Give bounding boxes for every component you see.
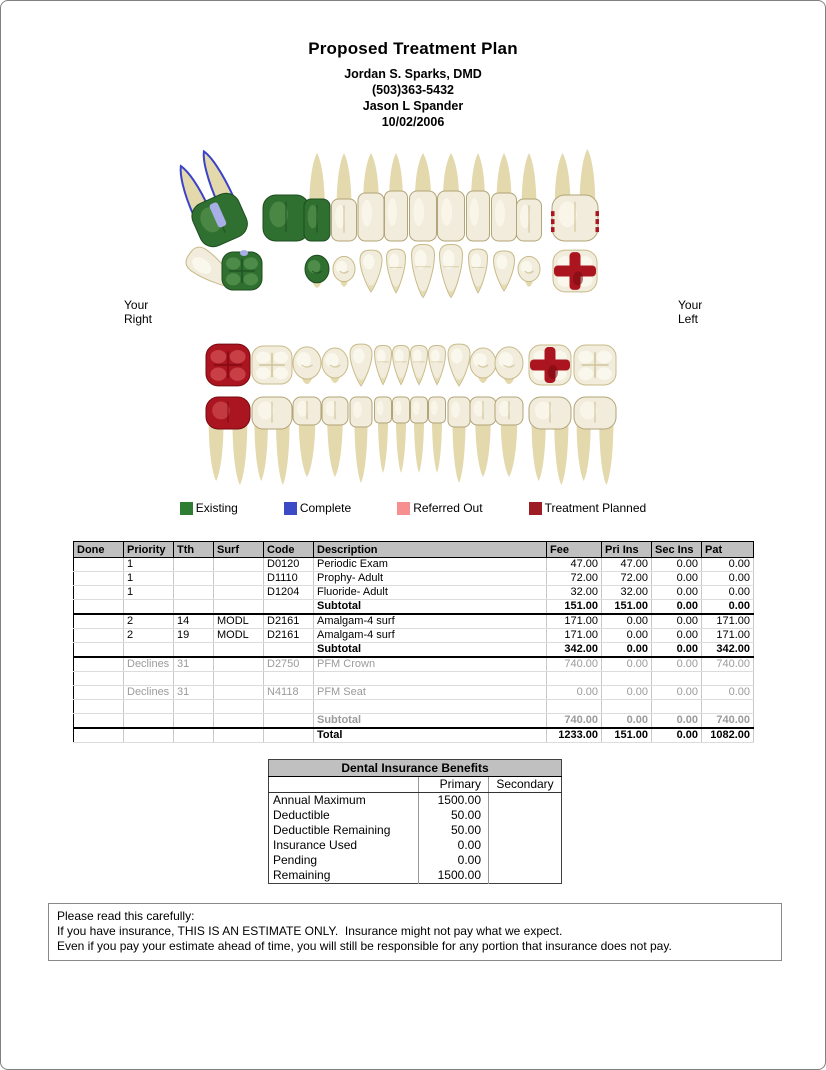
insurance-header-secondary: Secondary xyxy=(489,777,562,793)
tooth-natural xyxy=(411,397,428,473)
table-cell: Declines xyxy=(124,686,174,700)
table-cell: 47.00 xyxy=(547,558,602,572)
insurance-row xyxy=(269,868,562,884)
table-cell: 342.00 xyxy=(547,643,602,658)
tooth-occlusal-natural xyxy=(411,345,428,384)
tooth-natural xyxy=(517,153,542,241)
tooth-occlusal-red-cross xyxy=(553,250,597,292)
insurance-row xyxy=(269,823,562,838)
tooth-natural xyxy=(375,397,392,473)
table-cell: 0.00 xyxy=(652,728,702,743)
table-cell: D2161 xyxy=(264,629,314,643)
page-title: Proposed Treatment Plan xyxy=(308,39,518,58)
table-cell: MODL xyxy=(214,614,264,629)
treatment-row xyxy=(74,558,754,572)
table-cell xyxy=(174,643,214,658)
column-header: Sec Ins xyxy=(652,542,702,558)
table-cell xyxy=(214,558,264,572)
table-cell xyxy=(314,700,547,714)
table-cell: 0.00 xyxy=(702,686,754,700)
table-cell: 0.00 xyxy=(702,586,754,600)
legend-swatch-treatment-planned xyxy=(529,502,542,515)
side-label-left: Your Left xyxy=(678,298,703,326)
insurance-primary-value: 50.00 xyxy=(419,823,489,838)
table-cell: 740.00 xyxy=(702,714,754,729)
table-cell xyxy=(74,714,124,729)
table-cell: 0.00 xyxy=(702,600,754,615)
table-cell: 0.00 xyxy=(602,629,652,643)
table-cell xyxy=(174,572,214,586)
table-cell: Periodic Exam xyxy=(314,558,547,572)
tooth-occlusal-green xyxy=(222,250,262,290)
column-header: Fee xyxy=(547,542,602,558)
insurance-secondary-value xyxy=(489,808,562,823)
table-cell xyxy=(74,558,124,572)
treatment-row xyxy=(74,643,754,658)
table-cell xyxy=(214,643,264,658)
table-cell: 32.00 xyxy=(547,586,602,600)
table-cell xyxy=(702,700,754,714)
table-cell xyxy=(174,558,214,572)
tooth-natural xyxy=(467,153,490,241)
table-cell xyxy=(74,572,124,586)
tooth-occlusal-natural xyxy=(322,348,348,383)
table-cell: D1204 xyxy=(264,586,314,600)
table-cell xyxy=(214,714,264,729)
legend-label: Referred Out xyxy=(413,501,483,515)
table-cell xyxy=(602,672,652,686)
table-cell: PFM Crown xyxy=(314,657,547,672)
tooth-natural xyxy=(448,397,470,483)
table-cell: 0.00 xyxy=(652,614,702,629)
treatment-table xyxy=(73,541,754,743)
tooth-occlusal-natural xyxy=(469,249,488,293)
legend-label: Existing xyxy=(195,501,238,515)
table-cell: 2 xyxy=(124,614,174,629)
tooth-natural xyxy=(574,397,616,485)
legend-item-existing xyxy=(180,501,238,515)
table-cell: 0.00 xyxy=(652,657,702,672)
tooth-natural xyxy=(492,153,517,241)
legend-swatch-complete xyxy=(284,502,297,515)
table-cell xyxy=(124,700,174,714)
table-cell: 0.00 xyxy=(652,629,702,643)
table-cell: Amalgam-4 surf xyxy=(314,629,547,643)
table-cell xyxy=(214,672,264,686)
tooth-rct-green-crown xyxy=(169,147,252,251)
legend-item-referred-out xyxy=(397,501,482,515)
table-cell: 0.00 xyxy=(702,572,754,586)
table-cell: 0.00 xyxy=(602,614,652,629)
table-cell: 1 xyxy=(124,572,174,586)
tooth-red-crown xyxy=(206,397,250,485)
tooth-natural xyxy=(293,397,321,477)
table-cell xyxy=(124,672,174,686)
table-cell: D2750 xyxy=(264,657,314,672)
insurance-secondary-value xyxy=(489,868,562,884)
table-cell: Total xyxy=(314,728,547,743)
table-cell xyxy=(652,672,702,686)
table-cell xyxy=(214,657,264,672)
tooth-occlusal-natural xyxy=(333,256,355,286)
table-cell xyxy=(264,714,314,729)
table-cell xyxy=(264,672,314,686)
column-header: Description xyxy=(314,542,547,558)
report-date: 10/02/2006 xyxy=(381,115,445,129)
table-cell: 0.00 xyxy=(652,686,702,700)
table-cell xyxy=(264,700,314,714)
tooth-occlusal-natural xyxy=(518,256,540,286)
table-cell xyxy=(74,643,124,658)
tooth-occlusal-natural xyxy=(412,245,435,298)
table-cell xyxy=(174,700,214,714)
table-cell: 2 xyxy=(124,629,174,643)
report-header xyxy=(1,39,825,130)
insurance-header-blank xyxy=(269,777,419,793)
tooth-natural xyxy=(350,397,372,483)
table-cell: 0.00 xyxy=(652,572,702,586)
table-cell: 740.00 xyxy=(702,657,754,672)
table-cell xyxy=(547,700,602,714)
table-cell: Prophy- Adult xyxy=(314,572,547,586)
table-cell: 32.00 xyxy=(602,586,652,600)
table-cell xyxy=(264,728,314,743)
table-cell xyxy=(124,728,174,743)
column-header: Surf xyxy=(214,542,264,558)
table-cell: 31 xyxy=(174,657,214,672)
table-cell xyxy=(174,586,214,600)
table-cell: PFM Seat xyxy=(314,686,547,700)
insurance-primary-value: 1500.00 xyxy=(419,868,489,884)
column-header: Pri Ins xyxy=(602,542,652,558)
insurance-row xyxy=(269,793,562,809)
insurance-row xyxy=(269,853,562,868)
provider-phone: (503)363-5432 xyxy=(371,83,454,97)
table-cell: 72.00 xyxy=(547,572,602,586)
tooth-green-crown xyxy=(304,153,330,241)
table-cell xyxy=(124,643,174,658)
disclaimer-box xyxy=(48,903,782,961)
treatment-row xyxy=(74,614,754,629)
column-header: Code xyxy=(264,542,314,558)
table-cell xyxy=(602,700,652,714)
table-cell xyxy=(124,714,174,729)
column-header: Priority xyxy=(124,542,174,558)
table-cell: 151.00 xyxy=(602,600,652,615)
table-cell xyxy=(174,714,214,729)
table-cell xyxy=(74,657,124,672)
table-cell: 740.00 xyxy=(547,657,602,672)
tooth-natural xyxy=(358,153,384,241)
table-cell: 1082.00 xyxy=(702,728,754,743)
side-label-right: Your Right xyxy=(124,298,153,326)
table-cell xyxy=(174,600,214,615)
table-cell: 171.00 xyxy=(702,629,754,643)
treatment-row xyxy=(74,586,754,600)
table-cell: Amalgam-4 surf xyxy=(314,614,547,629)
table-cell xyxy=(652,700,702,714)
insurance-primary-value: 1500.00 xyxy=(419,793,489,809)
legend-label: Complete xyxy=(299,501,352,515)
treatment-row xyxy=(74,600,754,615)
table-cell: 0.00 xyxy=(652,586,702,600)
table-cell: 151.00 xyxy=(602,728,652,743)
treatment-row xyxy=(74,672,754,686)
table-cell: 1233.00 xyxy=(547,728,602,743)
table-cell xyxy=(74,629,124,643)
table-cell: 171.00 xyxy=(547,614,602,629)
table-cell xyxy=(702,672,754,686)
tooth-occlusal-natural xyxy=(495,347,523,384)
table-cell: 0.00 xyxy=(602,686,652,700)
table-cell: 0.00 xyxy=(602,714,652,729)
table-cell xyxy=(214,586,264,600)
chart-legend xyxy=(1,501,825,515)
table-cell xyxy=(74,614,124,629)
table-cell xyxy=(214,728,264,743)
table-cell: 0.00 xyxy=(652,643,702,658)
table-cell: 342.00 xyxy=(702,643,754,658)
legend-item-treatment-planned xyxy=(529,501,647,515)
table-cell: D0120 xyxy=(264,558,314,572)
table-cell: MODL xyxy=(214,629,264,643)
table-cell: 47.00 xyxy=(602,558,652,572)
table-cell: Subtotal xyxy=(314,600,547,615)
tooth-natural xyxy=(438,153,465,241)
insurance-secondary-value xyxy=(489,823,562,838)
table-cell xyxy=(174,672,214,686)
tooth-natural xyxy=(252,397,292,485)
table-cell: Declines xyxy=(124,657,174,672)
table-cell: 0.00 xyxy=(652,714,702,729)
tooth-occlusal-natural xyxy=(350,344,372,386)
table-cell xyxy=(264,643,314,658)
tooth-natural xyxy=(322,397,348,477)
legend-item-complete xyxy=(284,501,351,515)
tooth-chart xyxy=(91,136,741,498)
tooth-natural xyxy=(495,397,523,477)
insurance-header-row xyxy=(269,777,562,793)
table-cell xyxy=(214,700,264,714)
table-cell: 0.00 xyxy=(602,643,652,658)
column-header: Done xyxy=(74,542,124,558)
treatment-row xyxy=(74,714,754,729)
column-header: Pat xyxy=(702,542,754,558)
insurance-row xyxy=(269,808,562,823)
table-cell: Fluoride- Adult xyxy=(314,586,547,600)
tooth-occlusal-natural xyxy=(429,345,446,384)
tooth-occlusal-natural xyxy=(440,245,463,298)
tooth-green-pontic xyxy=(263,195,309,241)
table-cell xyxy=(214,686,264,700)
table-cell: 19 xyxy=(174,629,214,643)
tooth-occlusal-red xyxy=(206,344,250,386)
tooth-occlusal-natural xyxy=(252,346,292,384)
column-header: Tth xyxy=(174,542,214,558)
insurance-primary-value: 0.00 xyxy=(419,853,489,868)
treatment-row xyxy=(74,629,754,643)
table-cell: 0.00 xyxy=(652,600,702,615)
tooth-occlusal-natural xyxy=(293,347,321,384)
tooth-occlusal-natural xyxy=(574,345,616,385)
tooth-natural xyxy=(410,153,437,241)
insurance-benefits-table xyxy=(268,759,562,884)
insurance-label: Deductible xyxy=(273,808,330,822)
table-cell xyxy=(74,686,124,700)
table-cell: 151.00 xyxy=(547,600,602,615)
disclaimer-line: Even if you pay your estimate ahead of time, you will still be responsible for any portion that insurance does not pay. xyxy=(57,939,672,953)
table-cell: 171.00 xyxy=(702,614,754,629)
table-cell: 0.00 xyxy=(702,558,754,572)
insurance-secondary-value xyxy=(489,838,562,853)
table-cell: Subtotal xyxy=(314,643,547,658)
table-cell: 1 xyxy=(124,586,174,600)
tooth-occlusal-natural xyxy=(387,249,406,293)
tooth-natural xyxy=(470,397,496,477)
table-cell: 171.00 xyxy=(547,629,602,643)
insurance-secondary-value xyxy=(489,793,562,809)
treatment-row xyxy=(74,572,754,586)
table-cell: 740.00 xyxy=(547,714,602,729)
insurance-primary-value: 0.00 xyxy=(419,838,489,853)
table-cell: 72.00 xyxy=(602,572,652,586)
insurance-secondary-value xyxy=(489,853,562,868)
table-cell xyxy=(264,600,314,615)
table-cell: D1110 xyxy=(264,572,314,586)
table-cell: Subtotal xyxy=(314,714,547,729)
table-cell xyxy=(214,572,264,586)
table-cell: 31 xyxy=(174,686,214,700)
tooth-occlusal-red-cross xyxy=(529,345,571,385)
tooth-occlusal-natural xyxy=(494,251,515,291)
table-cell: 0.00 xyxy=(652,558,702,572)
table-cell: 0.00 xyxy=(547,686,602,700)
tooth-occlusal-green-rooted xyxy=(305,255,329,288)
table-cell xyxy=(547,672,602,686)
tooth-occlusal-natural xyxy=(375,345,392,384)
table-cell xyxy=(124,600,174,615)
tooth-occlusal-natural xyxy=(448,344,470,386)
insurance-label: Annual Maximum xyxy=(273,793,366,807)
table-cell xyxy=(214,600,264,615)
treatment-row xyxy=(74,686,754,700)
tooth-natural xyxy=(393,397,410,473)
insurance-row xyxy=(269,838,562,853)
table-cell xyxy=(74,586,124,600)
disclaimer-line: Please read this carefully: xyxy=(57,909,195,923)
treatment-table-header-row xyxy=(74,542,754,558)
table-cell xyxy=(74,728,124,743)
table-cell xyxy=(314,672,547,686)
insurance-primary-value: 50.00 xyxy=(419,808,489,823)
table-cell xyxy=(74,672,124,686)
insurance-table-title: Dental Insurance Benefits xyxy=(269,760,562,777)
table-cell: 14 xyxy=(174,614,214,629)
treatment-row xyxy=(74,700,754,714)
table-cell: 0.00 xyxy=(602,657,652,672)
tooth-occlusal-natural xyxy=(360,250,382,292)
table-cell xyxy=(74,600,124,615)
tooth-red-marks xyxy=(551,149,599,241)
legend-label: Treatment Planned xyxy=(544,501,647,515)
insurance-label: Insurance Used xyxy=(273,838,358,852)
table-cell xyxy=(174,728,214,743)
provider-name: Jordan S. Sparks, DMD xyxy=(344,67,482,81)
patient-name: Jason L Spander xyxy=(362,99,464,113)
tooth-natural xyxy=(429,397,446,473)
tooth-natural xyxy=(332,153,357,241)
tooth-natural xyxy=(529,397,571,485)
legend-swatch-referred-out xyxy=(397,502,410,515)
tooth-occlusal-natural xyxy=(393,345,410,384)
table-cell: 1 xyxy=(124,558,174,572)
table-cell: D2161 xyxy=(264,614,314,629)
insurance-label: Remaining xyxy=(273,868,331,882)
tooth-natural xyxy=(385,153,408,241)
tooth-occlusal-natural xyxy=(470,348,496,383)
table-cell: N4118 xyxy=(264,686,314,700)
legend-swatch-existing xyxy=(180,502,193,515)
disclaimer-line: If you have insurance, THIS IS AN ESTIMATE ONLY. Insurance might not pay what we expect. xyxy=(57,924,563,938)
treatment-row xyxy=(74,657,754,672)
treatment-row xyxy=(74,728,754,743)
insurance-label: Pending xyxy=(273,853,318,867)
insurance-header-primary: Primary xyxy=(419,777,489,793)
insurance-label: Deductible Remaining xyxy=(273,823,391,837)
table-cell xyxy=(74,700,124,714)
